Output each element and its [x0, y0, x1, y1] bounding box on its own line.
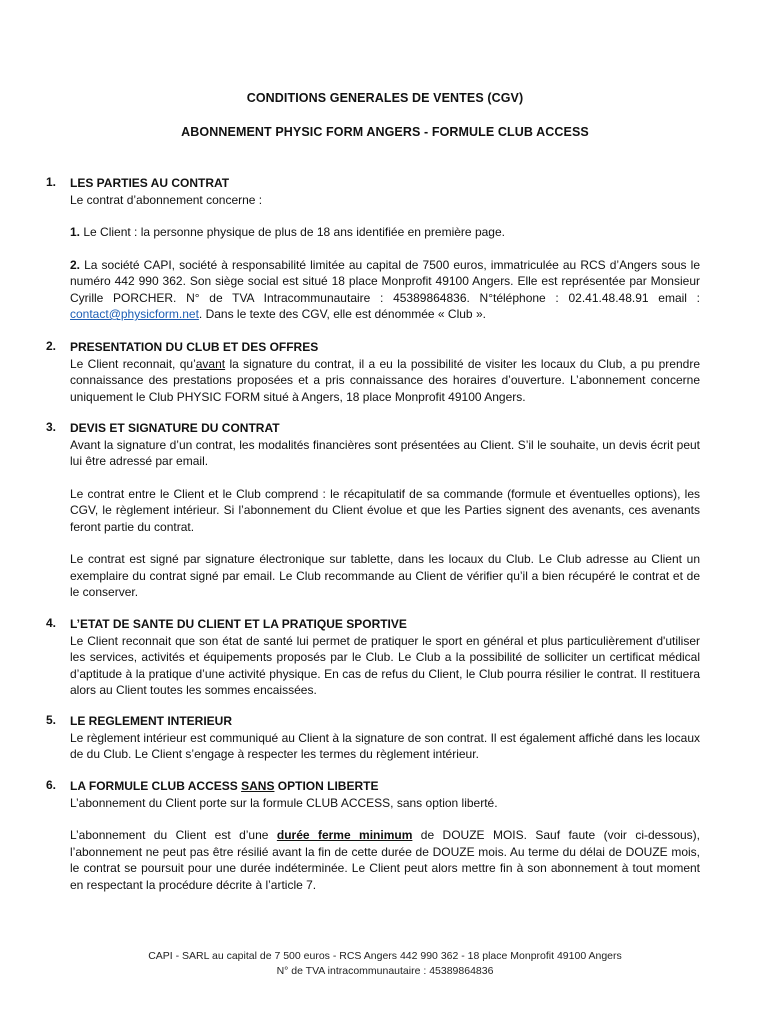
section-paragraph: [70, 356, 700, 406]
party-number: 1.: [70, 225, 81, 239]
section-title: LE REGLEMENT INTERIEUR: [70, 714, 233, 728]
email-link[interactable]: contact@physicform.net: [70, 307, 199, 321]
footer-line: N° de TVA intracommunautaire : 45389864836: [276, 965, 494, 977]
party-number: 2.: [70, 257, 81, 272]
section-title: PRESENTATION DU CLUB ET DES OFFRES: [70, 340, 319, 354]
section-paragraph: L’abonnement du Client porte sur la formule CLUB ACCESS, sans option liberté.: [70, 795, 498, 810]
party-text: Le Client : la personne physique de plus de 18 ans identifiée en première page.: [80, 225, 505, 239]
document-subtitle: ABONNEMENT PHYSIC FORM ANGERS - FORMULE CLUB ACCESS: [181, 125, 589, 139]
section-number: 1.: [46, 175, 57, 189]
party-text-end: . Dans le texte des CGV, elle est dénommée « Club ».: [198, 307, 486, 321]
party-text: La société CAPI, société à responsabilité limitée au capital de 7500 euros, immatriculée au RCS d’Angers sous le numéro 442 990 362. Son siège social est situé 18 place Monprofit 49100 Angers. Elle est représentée par Monsieur Cyrille PORCHER. N° de TVA Intracommunautaire : 45389864836. N°téléphone : 02.41.48.48.91 email :: [70, 257, 700, 305]
underlined-text: avant: [195, 356, 226, 371]
party-club: [70, 257, 700, 323]
section-intro: Le contrat d’abonnement concerne :: [70, 192, 263, 207]
text: L’abonnement du Client est d’une: [70, 828, 277, 842]
section-paragraph: Le contrat est signé par signature électronique sur tablette, dans les locaux du Club. Le Club adresse au Client un exemplaire du contrat signé par email. Le Club recommande au Client de vérifier qu’il a bien récupéré le contrat et de le conserver.: [70, 552, 700, 599]
title-part: OPTION LIBERTE: [274, 779, 379, 793]
section-title: [70, 778, 700, 795]
page-footer: [0, 949, 770, 979]
title-underlined: SANS: [241, 779, 275, 793]
section-title: DEVIS ET SIGNATURE DU CONTRAT: [70, 421, 280, 435]
section-title: L’ETAT DE SANTE DU CLIENT ET LA PRATIQUE SPORTIVE: [70, 617, 407, 631]
section-number: 6.: [46, 778, 57, 792]
section-title: LES PARTIES AU CONTRAT: [70, 176, 230, 190]
section-paragraph: Le Client reconnait que son état de santé lui permet de pratiquer le sport en général et plus particulièrement d'utiliser les services, activités et équipements proposés par le Club. Le Club a la possibilité de solliciter un certificat médical d’aptitude à la pratique d’une activité physique. En cas de refus du Client, le Club pourra résilier le contrat. Il restituera alors au Client toutes les sommes encaissées.: [70, 633, 700, 697]
footer-line: CAPI - SARL au capital de 7 500 euros - RCS Angers 442 990 362 - 18 place Monprofit 49100 Angers: [148, 950, 622, 962]
document-title: CONDITIONS GENERALES DE VENTES (CGV): [246, 91, 524, 105]
section-number: 2.: [46, 339, 57, 353]
section-paragraph: [70, 827, 700, 893]
text: de DOUZE MOIS. Sauf faute (voir ci-dessous), l’abonnement ne peut pas être résilié avant la fin de cette durée de DOUZE mois. Au terme du délai de DOUZE mois, le contrat se poursuit pour une durée indéterminée. Le Client peut alors mettre fin à son abonnement à tout moment en respectant la procédure décrite à l’article 7.: [70, 828, 701, 892]
party-client: [70, 224, 700, 241]
section-number: 3.: [46, 420, 57, 434]
section-number: 4.: [46, 616, 57, 630]
text: la signature du contrat, il a eu la possibilité de visiter les locaux du Club, a pu prendre connaissance des prestations proposées et a pris connaissance des horaires d’ouverture. L’abonnement concerne uniquement le Club PHYSIC FORM situé à Angers, 18 place Monprofit 49100 Angers.: [70, 356, 700, 404]
section-paragraph: Le contrat entre le Client et le Club comprend : le récapitulatif de sa commande (formule et éventuelles options), les CGV, le règlement intérieur. Si l’abonnement du Client évolue et que les Parties signent des avenants, ces avenants feront partie du contrat.: [70, 486, 700, 534]
emphasis-text: durée ferme minimum: [276, 828, 413, 842]
text: Le Client reconnait, qu’: [70, 356, 196, 371]
section-paragraph: Avant la signature d’un contrat, les modalités financières sont présentées au Client. S’il le souhaite, un devis écrit peut lui être adressé par email.: [70, 437, 700, 468]
section-number: 5.: [46, 713, 57, 727]
title-part: LA FORMULE CLUB ACCESS: [70, 779, 242, 793]
section-paragraph: Le règlement intérieur est communiqué au Client à la signature de son contrat. Il est également affiché dans les locaux de du Club. Le Client s’engage à respecter les termes du règlement intérieur.: [70, 730, 700, 761]
